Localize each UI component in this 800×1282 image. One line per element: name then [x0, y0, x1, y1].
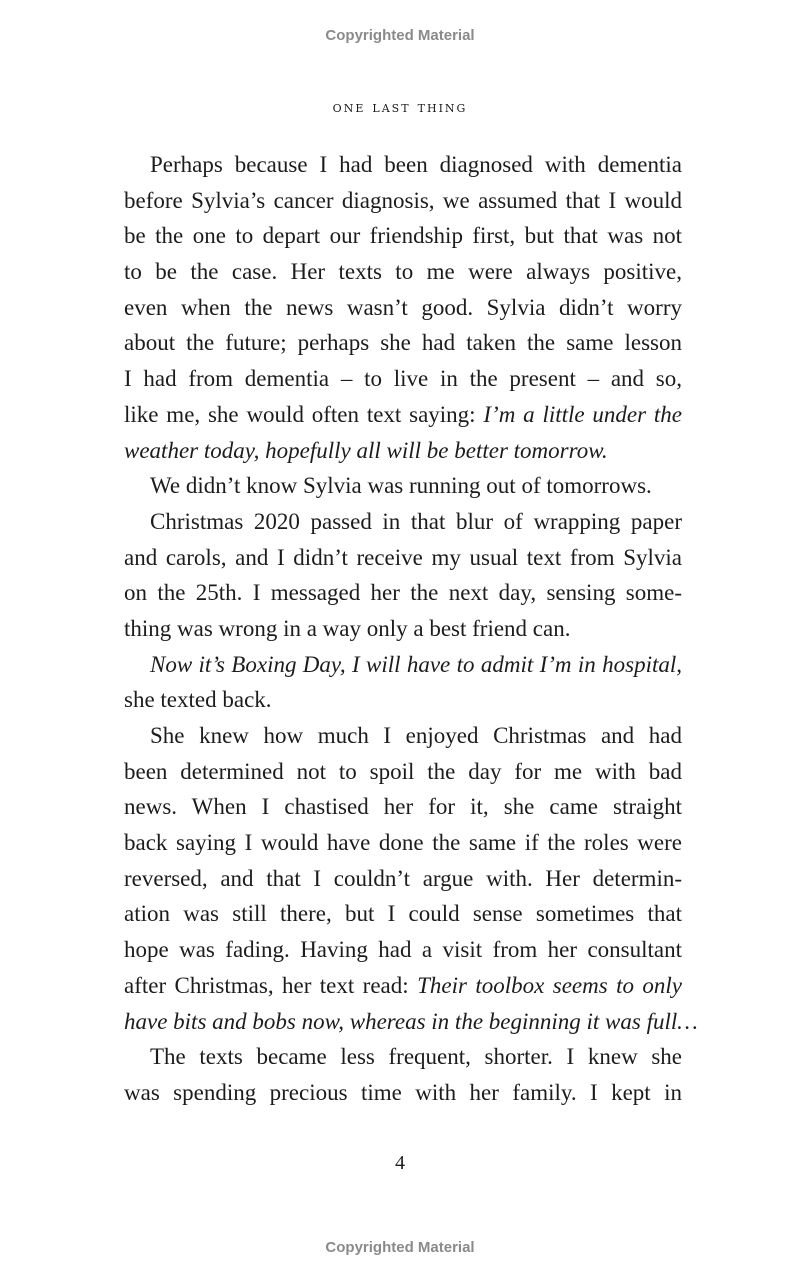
text-line: reversed, and that I couldn’t argue with. Her determin- — [124, 865, 682, 891]
text-line: to be the case. Her texts to me were always positive, — [124, 259, 682, 285]
text-line: She knew how much I enjoyed Christmas and had — [150, 723, 682, 748]
quoted-text: I’m a little under the — [483, 401, 682, 427]
text-run: like me, she would often text saying: — [124, 401, 484, 427]
text-line: news. When I chastised her for it, she came straight — [124, 794, 682, 820]
text-line: I had from dementia – to live in the present – and so, — [124, 366, 682, 392]
text-line: back saying I would have done the same if the roles were — [124, 830, 682, 856]
text-line: thing was wrong in a way only a best friend can. — [124, 615, 571, 641]
body-text — [124, 147, 698, 1111]
text-line: Perhaps because I had been diagnosed with dementia — [150, 152, 682, 177]
copyright-watermark-top: Copyrighted Material — [325, 27, 475, 44]
text-line — [124, 968, 682, 1004]
page-number: 4 — [395, 1152, 405, 1174]
text-line: even when the news wasn’t good. Sylvia didn’t worry — [124, 294, 682, 320]
text-line: be the one to depart our friendship first, but that was not — [124, 223, 682, 249]
text-line: ation was still there, but I could sense sometimes that — [124, 901, 682, 927]
text-line: and carols, and I didn’t receive my usual text from Sylvia — [124, 544, 682, 570]
running-head: one last thing — [332, 97, 468, 116]
text-line — [124, 397, 682, 433]
paragraph — [124, 718, 698, 1039]
quoted-text: Now it’s Boxing Day, I will have to admit I’m in hospital, — [150, 651, 682, 677]
text-line: been determined not to spoil the day for me with bad — [124, 758, 682, 784]
text-line: about the future; perhaps she had taken the same lesson — [124, 330, 682, 356]
text-line: Christmas 2020 passed in that blur of wrapping paper — [150, 508, 682, 534]
text-line: on the 25th. I messaged her the next day, sensing some- — [124, 580, 682, 606]
text-run: after Christmas, her text read: — [124, 972, 418, 998]
text-line: The texts became less frequent, shorter. I knew she — [150, 1044, 682, 1070]
text-line: hope was fading. Having had a visit from her consultant — [124, 937, 682, 963]
quoted-text: have bits and bobs now, whereas in the beginning it was full… — [124, 1008, 698, 1034]
paragraph — [124, 504, 682, 647]
paragraph — [124, 1039, 682, 1110]
quoted-text: Their toolbox seems to only — [417, 972, 682, 998]
quoted-text: weather today, hopefully all will be better tomorrow. — [124, 437, 608, 463]
text-line: before Sylvia’s cancer diagnosis, we assumed that I would — [124, 187, 682, 213]
text-line: she texted back. — [124, 687, 272, 713]
paragraph — [124, 147, 682, 468]
paragraph — [124, 647, 682, 718]
text-line: We didn’t know Sylvia was running out of tomorrows. — [150, 473, 652, 499]
copyright-watermark-bottom: Copyrighted Material — [325, 1239, 475, 1256]
text-line: was spending precious time with her family. I kept in — [124, 1079, 682, 1105]
paragraph — [124, 468, 682, 504]
